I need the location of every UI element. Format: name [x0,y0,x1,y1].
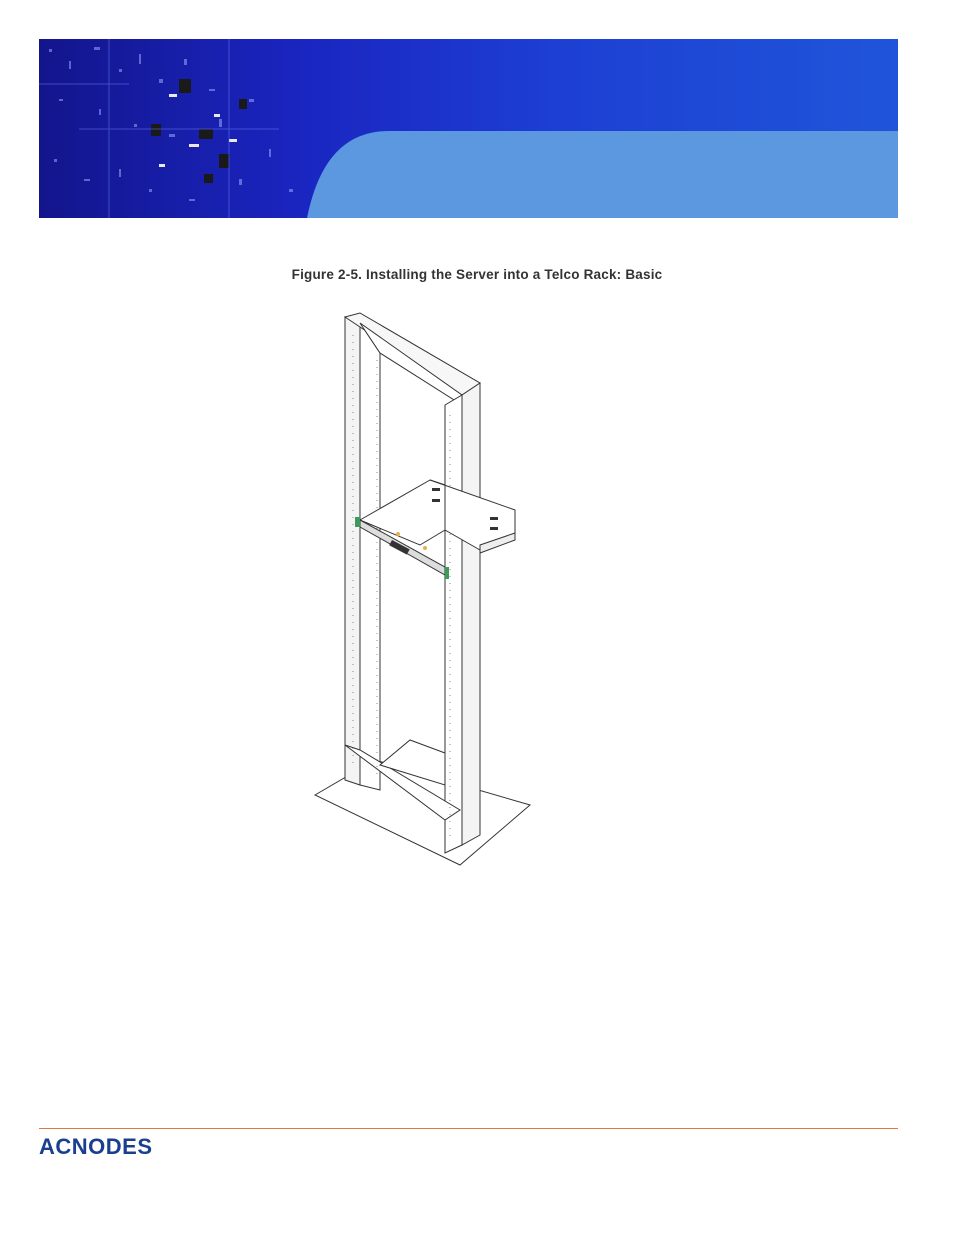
logo-wordmark: ACNODES [39,1134,153,1159]
banner-wave-shape [307,131,898,218]
left-rack-ear [355,517,360,527]
circuit-board-banner-image [39,39,898,218]
rack-right-post [462,383,480,845]
acnodes-logo [39,1134,153,1160]
footer-divider [39,1128,898,1129]
header-banner [39,39,898,218]
figure-caption: Figure 2-5. Installing the Server into a Telco Rack: Basic [291,267,663,282]
right-rack-ear [445,567,449,579]
telco-rack-illustration [300,305,550,875]
rack-left-post [345,317,360,785]
